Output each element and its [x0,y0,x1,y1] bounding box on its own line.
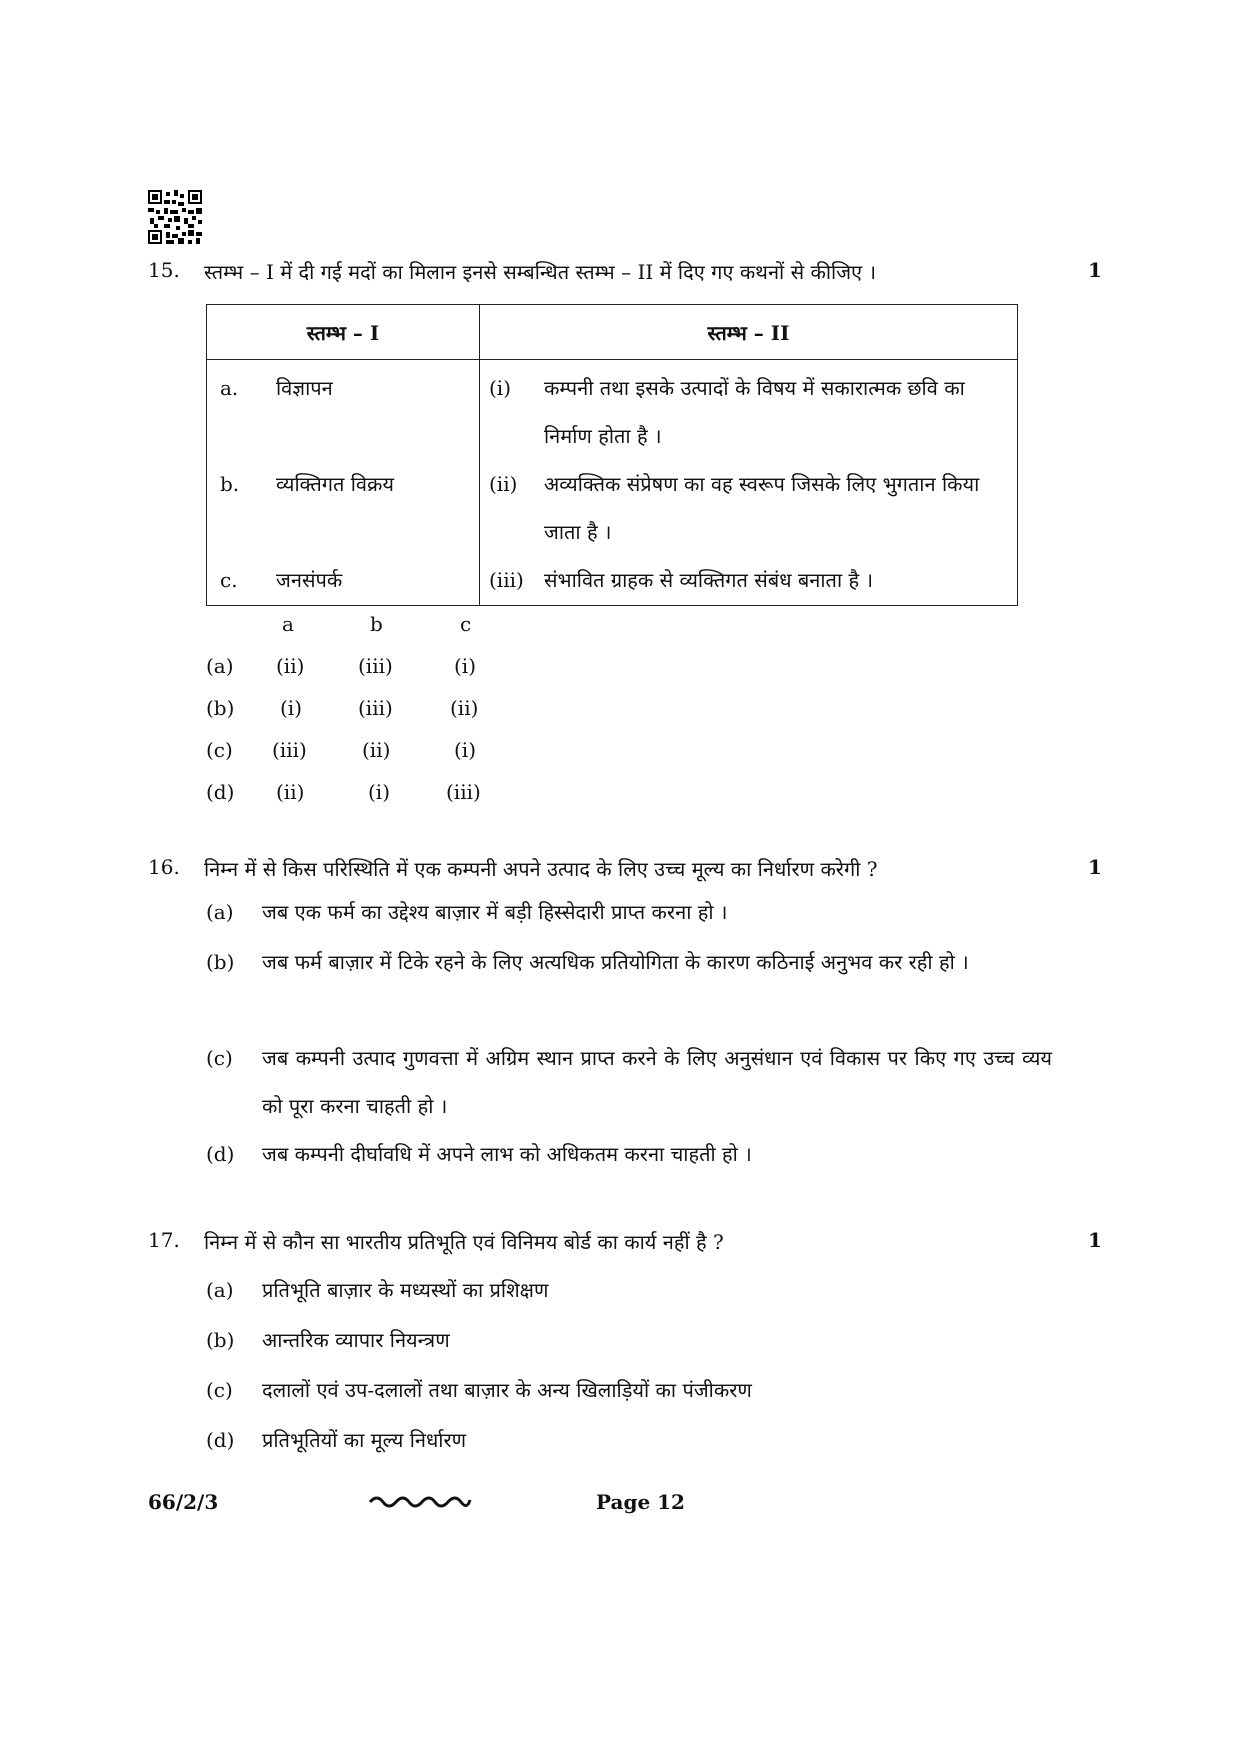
wave-ornament-icon [368,1492,472,1517]
col2-item-ii: (ii) अव्यक्तिक संप्रेषण का वह स्वरूप जिसके लिए भुगतान किया जाता है । [489,472,980,544]
col2-header: स्तम्भ – II [480,305,1018,360]
q16-text: निम्न में से किस परिस्थिति में एक कम्पनी अपने उत्पाद के लिए उच्च मूल्य का निर्धारण करेगी ? [204,857,878,881]
q17-marks: 1 [1088,1228,1102,1252]
q15-number: 15. [148,258,180,282]
col1-item-a: a. विज्ञापन [220,376,333,400]
q15-text: स्तम्भ – I में दी गई मदों का मिलान इनसे सम्बन्धित स्तम्भ – II में दिए गए कथनों से कीजिए । [204,260,877,284]
col1-header: स्तम्भ – I [207,305,480,360]
paper-code: 66/2/3 [148,1490,219,1514]
q15-match-table [206,304,1018,606]
q16-marks: 1 [1088,855,1102,879]
answer-header-c: c [460,612,472,636]
col1-item-c: c. जनसंपर्क [220,568,343,592]
answer-header-b: b [370,612,383,636]
q17-number: 17. [148,1228,180,1252]
qr-code [148,190,202,244]
page-number: Page 12 [596,1490,685,1514]
col2-item-iii: (iii) संभावित ग्राहक से व्यक्तिगत संबंध बनाता है । [489,568,874,592]
col2-item-i: (i) कम्पनी तथा इसके उत्पादों के विषय में सकारात्मक छवि का निर्माण होता है । [489,376,965,448]
q15-marks: 1 [1088,258,1102,282]
col1-item-b: b. व्यक्तिगत विक्रय [220,472,395,496]
q16-number: 16. [148,855,180,879]
q17-text: निम्न में से कौन सा भारतीय प्रतिभूति एवं विनिमय बोर्ड का कार्य नहीं है ? [204,1230,724,1254]
answer-header-a: a [282,612,294,636]
